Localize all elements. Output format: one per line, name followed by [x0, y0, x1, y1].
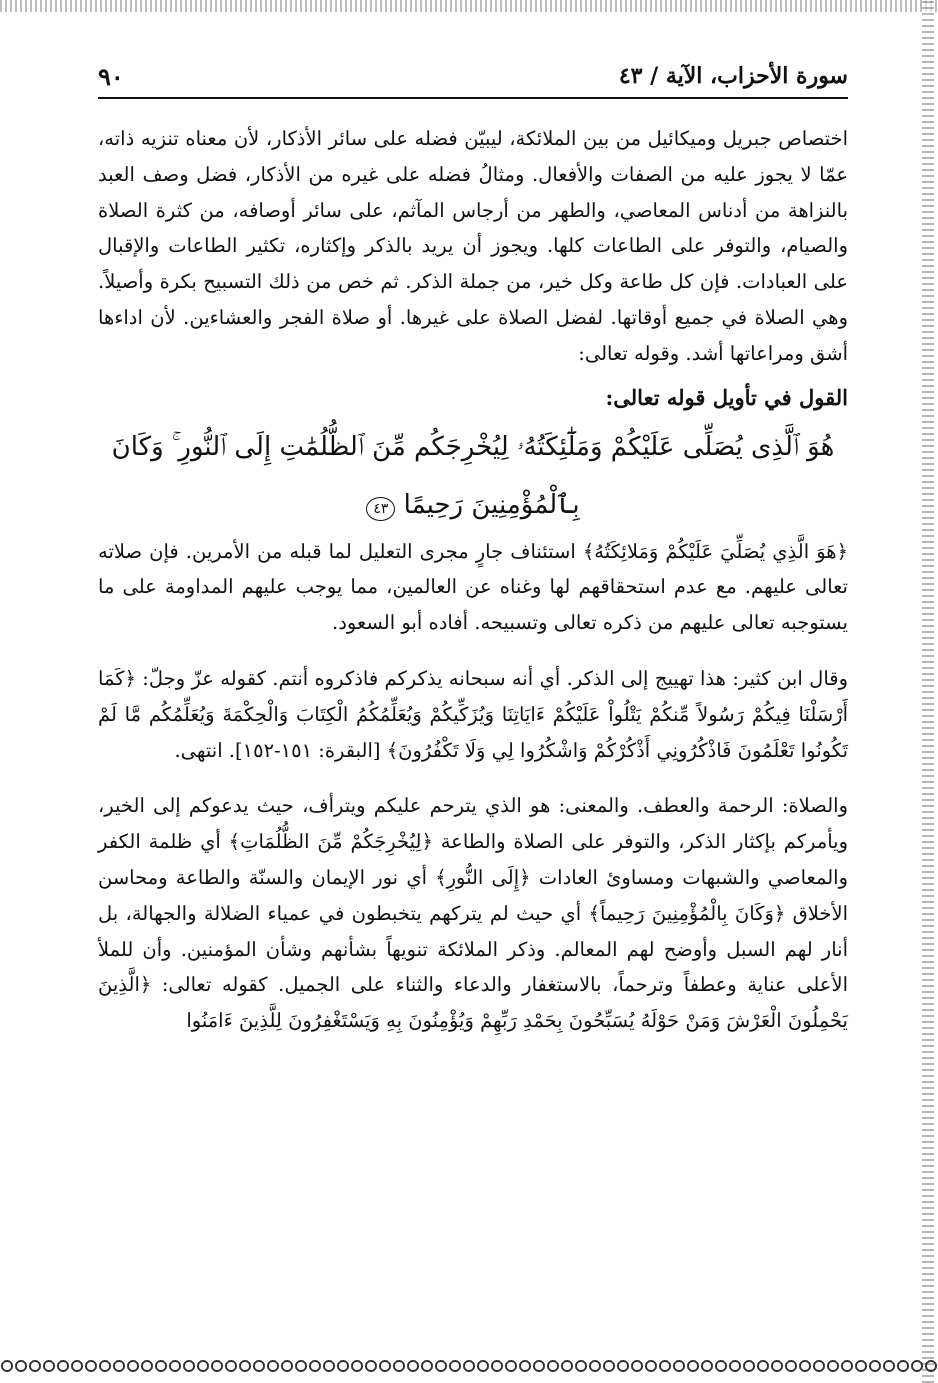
- top-border-ornament: [0, 0, 938, 12]
- section-heading: القول في تأويل قوله تعالى:: [605, 384, 848, 410]
- page-number: ٩٠: [98, 61, 124, 91]
- running-header: [98, 55, 848, 99]
- quran-verse: [98, 418, 848, 534]
- verse-line-2-text: بِٱلْمُؤْمِنِينَ رَحِيمًا: [403, 489, 580, 520]
- verse-line-1: هُوَ ٱلَّذِى يُصَلِّى عَلَيْكُمْ وَمَلَٰٓئِكَتُهُۥ لِيُخْرِجَكُم مِّنَ ٱلظُّلُمَٰتِ إِلَى ٱلنُّورِ ۚ وَكَانَ: [111, 431, 835, 462]
- paragraph-2: ﴿هَوَ الَّذِي يُصَلِّيَ عَلَيْكُمْ وَمَلائِكَتُهُ﴾ استئناف جارٍ مجرى التعليل لما قبله من الأمرين. فإن صلاته تعالى عليهم. مع عدم استحقاقهم لها وغناه عن العالمين، مما يوجب عليهم المداومة على ما يستوجبه تعالى عليهم من ذكره تعالى وتسبيحه. أفاده أبو السعود.: [98, 539, 848, 635]
- running-title: سورة الأحزاب، الآية / ٤٣: [618, 63, 848, 89]
- paragraph-4: والصلاة: الرحمة والعطف. والمعنى: هو الذي يترحم عليكم ويترأف، حيث يدعوكم إلى الخير، ويأمركم بإكثار الذكر، والتوفر على الصلاة والطاعة ﴿لِيُخْرِجَكُمْ مِّنَ الظُّلُمَاتِ﴾ أي ظلمة الكفر والمعاصي والشبهات ومساوئ العادات ﴿إِلَى النُّورِ﴾ أي نور الإيمان والسنّة والطاعة ومحاسن الأخلاق ﴿وَكَانَ بِالْمُؤْمِنِينَ رَحِيماً﴾ أي حيث لم يتركهم يتخبطون في عمياء الضلالة والجهالة، بل أنار لهم السبل وأوضح لهم المعالم. وذكر الملائكة تنويهاً بشأنهم وشأن المؤمنين. وأن للملأ الأعلى عناية وعطفاً وترحماً، بالاستغفار والدعاء والثناء على الجميل. كقوله تعالى: ﴿الَّذِينَ يَحْمِلُونَ الْعَرْشَ وَمَنْ حَوْلَهُ يُسَبِّحُونَ بِحَمْدِ رَبِّهِمْ وَيُؤْمِنُونَ بِهِ وَيَسْتَغْفِرُونَ لِلَّذِينَ ءَامَنُوا: [98, 794, 848, 1033]
- paragraph-1: اختصاص جبريل وميكائيل من بين الملائكة، ليبيّن فضله على سائر الأذكار، لأن معناه تنزيه ذاته، عمّا لا يجوز عليه من الصفات والأفعال. ومثالُ فضله على غيره من الأذكار، فضل وصف العبد بالنزاهة من أدناس المعاصي، والطهر من أرجاس المآثم، على سائر أوصافه، من كثرة الصلاة والصيام، والتوفر على الطاعات كلها. ويجوز أن يريد بالذكر وإكثاره، تكثير الطاعات والإقبال على العبادات. فإن كل طاعة وكل خير، من جملة الذكر. ثم خص من ذلك التسبيح بكرة وأصيلاً. وهي الصلاة في جميع أوقاتها. لفضل الصلاة على غيرها. أو صلاة الفجر والعشاءين. لأن اداءها أشق ومراعاتها أشد. وقوله تعالى:: [98, 127, 848, 365]
- bottom-border-ornament: [0, 1357, 938, 1375]
- verse-number-marker: ٤٣: [366, 497, 395, 521]
- verse-line-2: [98, 476, 848, 534]
- book-page: [98, 55, 848, 1039]
- paragraph-3: وقال ابن كثير: هذا تهييج إلى الذكر. أي أنه سبحانه يذكركم فاذكروه أنتم. كقوله عزّ وجلّ: ﴿كَمَا أَرْسَلْنَا فِيكُمْ رَسُولاً مِّنكُمْ يَتْلُواْ عَلَيْكُمْ ءَايَاتِنَا وَيُزَكِّيكُمْ وَيُعَلِّمُكُمُ الْكِتَابَ وَالْحِكْمَةَ وَيُعَلِّمُكُم مَّا لَمْ تَكُونُوا تَعْلَمُونَ فَاذْكُرُونِي أَذْكُرْكُمْ وَاشْكُرُوا لِي وَلَا تَكْفُرُونَ﴾ [البقرة: ١٥١-١٥٢]. انتهى.: [98, 666, 848, 762]
- right-border-ornament: [922, 0, 934, 1383]
